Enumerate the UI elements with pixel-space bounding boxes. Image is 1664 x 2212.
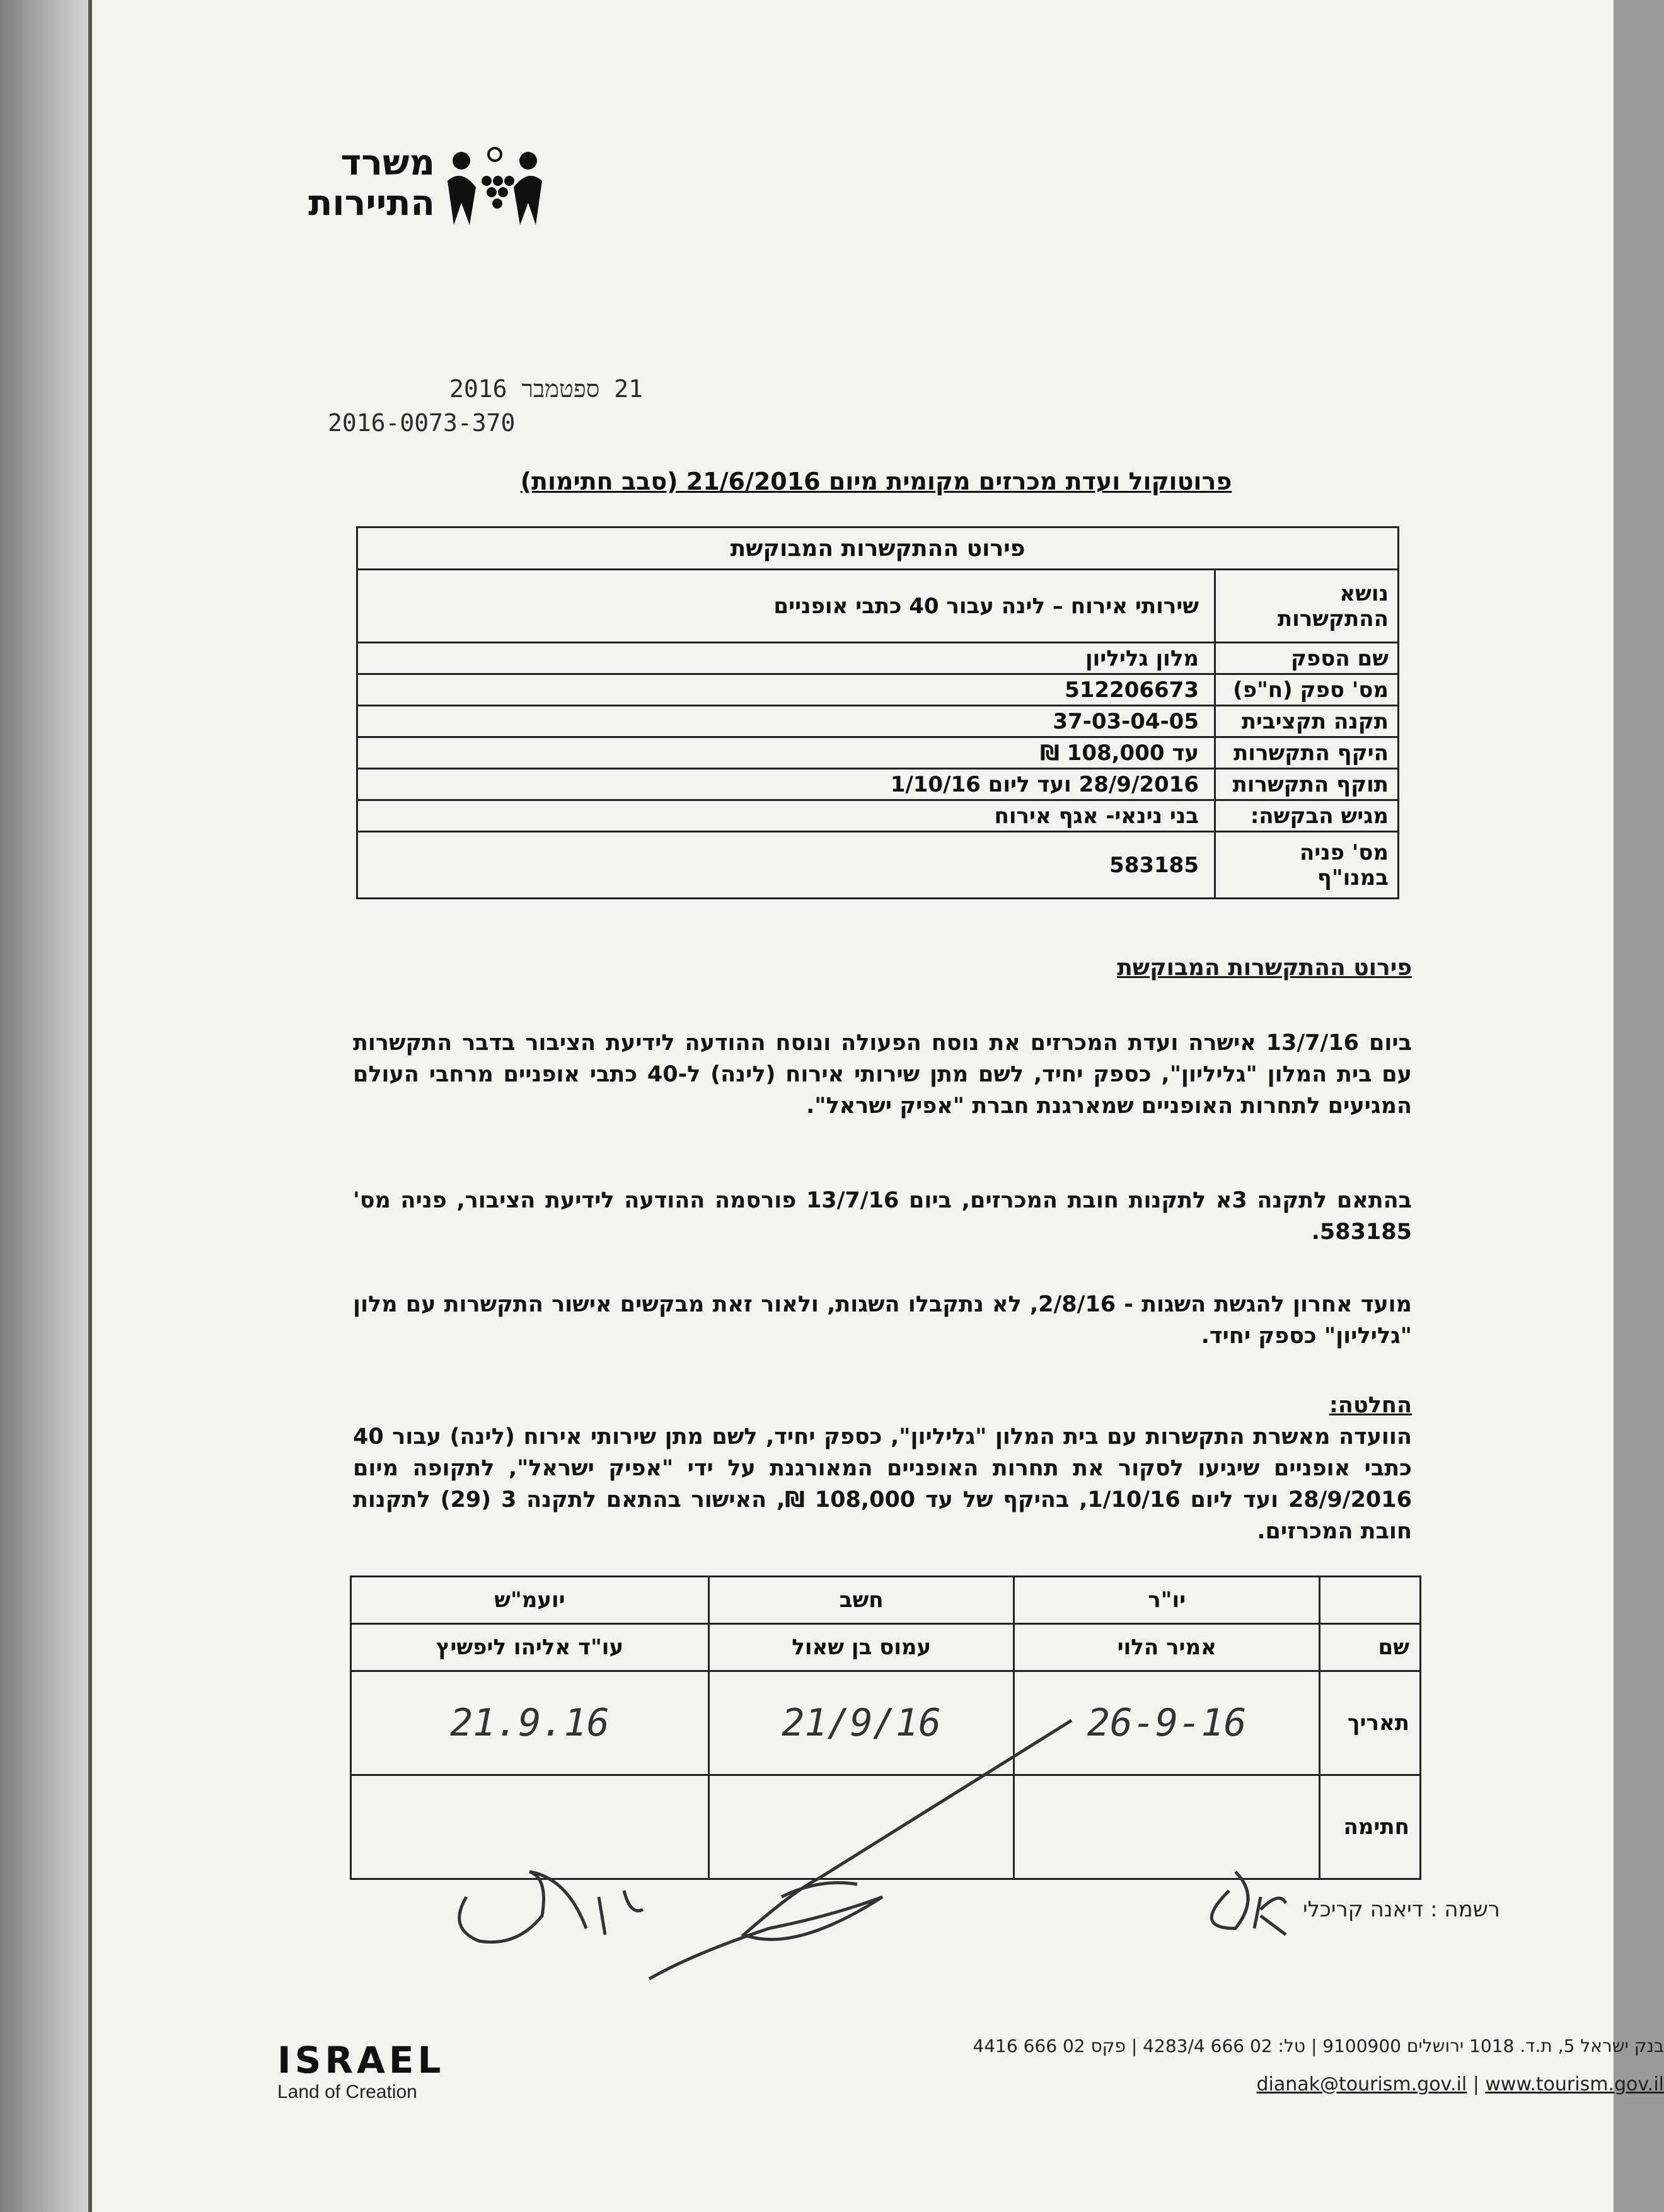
page-title: פרוטוקול ועדת מכרזים מקומית מיום 21/6/2016 (סבב חתימות) <box>520 468 1232 495</box>
role-chair: יו"ר <box>1014 1577 1320 1624</box>
israel-brand-logo <box>277 2039 492 2108</box>
engagement-details-table <box>356 526 1399 899</box>
ministry-name-line2: התיירות <box>308 183 435 224</box>
row-value: מלון גליליון <box>357 643 1215 674</box>
table-row <box>357 832 1399 899</box>
row-value: 28/9/2016 ועד ליום 1/10/16 <box>357 769 1215 800</box>
decision-label: החלטה: <box>1329 1393 1412 1418</box>
date-legal-advisor: 21.9.16 <box>351 1671 709 1775</box>
name-legal-advisor: עו"ד אליהו ליפשיץ <box>351 1624 709 1671</box>
footer-address: בנק ישראל 5, ת.ד. 1018 ירושלים 9100900 | טל: 02 666 4283/4 | פקס 02 666 4416 <box>973 2036 1664 2056</box>
empty-cell <box>1320 1577 1421 1624</box>
names-row <box>351 1624 1421 1671</box>
date-accountant: 21/9/16 <box>708 1671 1014 1775</box>
table-row <box>357 643 1399 674</box>
row-key: היקף התקשרות <box>1215 737 1399 769</box>
document-meta <box>328 372 643 440</box>
footer-email[interactable]: dianak@tourism.gov.il <box>1256 2073 1467 2095</box>
paragraph-objections: מועד אחרון להגשת השגות - 2/8/16, לא נתקבלו השגות, ולאור זאת מבקשים אישור התקשרות עם מלון "גליליון" כספק יחיד. <box>353 1292 1412 1349</box>
table-row <box>357 706 1399 737</box>
handwritten-signatures <box>441 1689 1355 1985</box>
roles-row <box>351 1577 1421 1624</box>
row-key: תקנה תקציבית <box>1215 706 1399 737</box>
row-value: עד 108,000 ₪ <box>357 737 1215 769</box>
table-header-row <box>357 527 1399 570</box>
row-key: מס' ספק (ח"פ) <box>1215 674 1399 706</box>
table-row <box>357 570 1399 643</box>
tourism-ministry-emblem-icon <box>441 143 548 231</box>
name-accountant: עמוס בן שאול <box>708 1624 1014 1671</box>
decision-text: הוועדה מאשרת התקשרות עם בית המלון "גליליון", כספק יחיד, לשם מתן שירותי אירוח (לינה) עבור 40 כתבי אופניים שיגיעו לסקור את תחרות האופניים המאורגנת על ידי "אפיק ישראל", לתקופה מיום 28/9/2016 ועד ליום 1/10/16, בהיקף של עד 108,000 ₪, האישור בהתאם לתקנה 3 (29) לתקנות חובת המכרזים. <box>353 1424 1412 1544</box>
brand-word: ISRAEL <box>277 2039 445 2082</box>
role-legal-advisor: יועמ"ש <box>351 1577 709 1624</box>
signature-legal-advisor-stroke <box>459 1872 643 1942</box>
row-key: שם הספק <box>1215 643 1399 674</box>
row-value: בני נינאי- אגף אירוח <box>357 800 1215 832</box>
paragraph-publication: בהתאם לתקנה 3א לתקנות חובת המכרזים, ביום 13/7/16 פורסמה ההודעה לידיעת הציבור, פניה מס' 583185. <box>353 1188 1413 1245</box>
ministry-letterhead <box>290 135 592 236</box>
row-value: שירותי אירוח – לינה עבור 40 כתבי אופניים <box>357 570 1215 643</box>
row-key: מגיש הבקשה: <box>1215 800 1399 832</box>
document-page <box>88 0 1664 2212</box>
paragraph-approval: ביום 13/7/16 אישרה ועדת המכרזים את נוסח הפעולה ונוסח ההודעה לידיעת הציבור בדבר התקשרות עם בית המלון "גליליון", כספק יחיד, לשם מתן שירותי אירוח (לינה) ל-40 כתבי אופניים מרחבי העולם המגיעים לתחרות האופניים שמארגנת חברת "אפיק ישראל". <box>353 1030 1412 1119</box>
date-chair: 26-9-16 <box>1014 1671 1320 1775</box>
table-row <box>357 800 1399 832</box>
ministry-name <box>290 143 435 224</box>
row-label-signature: חתימה <box>1320 1775 1421 1879</box>
row-value: 512206673 <box>357 674 1215 706</box>
row-key: מס' פניה במנו"ף <box>1215 832 1399 899</box>
section-heading: פירוט ההתקשרות המבוקשת <box>1117 955 1412 981</box>
footer-contact <box>1034 2073 1664 2095</box>
recorder-note: רשמה : דיאנה קריכלי <box>1302 1897 1500 1922</box>
footer-separator: | <box>1472 2073 1479 2095</box>
row-key: נושא ההתקשרות <box>1215 570 1399 643</box>
name-chair: אמיר הלוי <box>1014 1624 1320 1671</box>
decision-block <box>353 1390 1412 1547</box>
document-reference: 2016-0073-370 <box>328 409 516 437</box>
scan-edge <box>0 0 95 2212</box>
row-label-name: שם <box>1320 1624 1421 1671</box>
document-date: 21 ספטמבר 2016 <box>449 375 643 403</box>
row-key: תוקף התקשרות <box>1215 769 1399 800</box>
table-row <box>357 737 1399 769</box>
table-row <box>357 674 1399 706</box>
row-value: 37-03-04-05 <box>357 706 1215 737</box>
table-row <box>357 769 1399 800</box>
signature-accountant-stroke <box>649 1720 1072 1979</box>
brand-tagline: Land of Creation <box>277 2082 417 2102</box>
role-accountant: חשב <box>708 1577 1014 1624</box>
footer-website[interactable]: www.tourism.gov.il <box>1485 2073 1664 2095</box>
table-header: פירוט ההתקשרות המבוקשת <box>357 527 1399 570</box>
row-value: 583185 <box>357 832 1215 899</box>
row-label-date: תאריך <box>1320 1671 1421 1775</box>
ministry-name-line1: משרד <box>340 142 435 183</box>
